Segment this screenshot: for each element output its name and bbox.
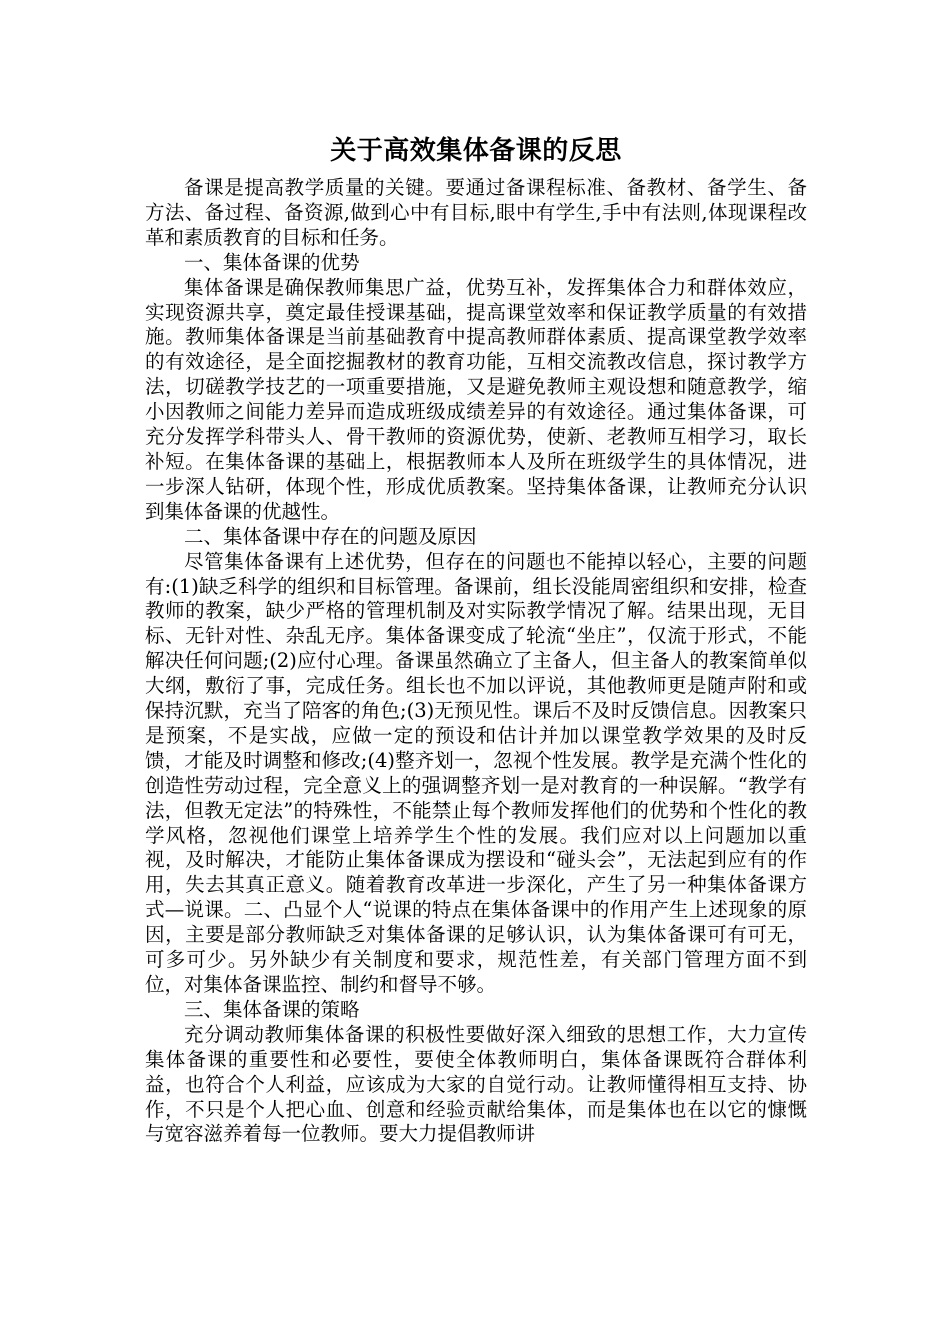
problems-paragraph: 尽管集体备课有上述优势，但存在的问题也不能掉以轻心，主要的问题有:(1)缺乏科学的组织和目标管理。备课前，组长没能周密组织和安排，检查教师的教案，缺少严格的管理机制及对实际教学情况了解。结果出现，无目标、无针对性、杂乱无序。集体备课变成了轮流“坐庄”，仅流于形式，不能解决任何问题;(2)应付心理。备课虽然确立了主备人，但主备人的教案简单似大纲，敷衍了事，完成任务。组长也不加以评说，其他教师更是随声附和或保持沉默，充当了陪客的角色;(3)无预见性。课后不及时反馈信息。因教案只是预案，不是实战，应做一定的预设和估计并加以课堂教学效果的及时反馈，才能及时调整和修改;(4)整齐划一，忽视个性发展。教学是充满个性化的创造性劳动过程，完全意义上的强调整齐划一是对教育的一种误解。“教学有法，但教无定法”的特殊性，不能禁止每个教师发挥他们的优势和个性化的教学风格，忽视他们课堂上培养学生个性的发展。我们应对以上问题加以重视，及时解决，才能防止集体备课成为摆设和“碰头会”，无法起到应有的作用，失去其真正意义。随着教育改革进一步深化，产生了另一种集体备课方式—说课。二、凸显个人“说课的特点在集体备课中的作用产生上述现象的原因，主要是部分教师缺乏对集体备课的足够认识，认为集体备课可有可无，可多可少。另外缺少有关制度和要求，规范性差，有关部门管理方面不到位，对集体备课监控、制约和督导不够。 (145, 549, 807, 996)
section-heading-advantages: 一、集体备课的优势 (184, 250, 360, 274)
section-heading-strategies: 三、集体备课的策略 (184, 997, 360, 1021)
strategies-paragraph: 充分调动教师集体备课的积极性要做好深入细致的思想工作，大力宣传集体备课的重要性和必要性，要使全体教师明白，集体备课既符合群体利益，也符合个人利益，应该成为大家的自觉行动。让教师懂得相互支持、协作，不只是个人把心血、创意和经验贡献给集体，而是集体也在以它的慷慨与宽容滋养着每一位教师。要大力提倡教师讲 (145, 1022, 807, 1146)
intro-paragraph: 备课是提高教学质量的关键。要通过备课程标准、备教材、备学生、备方法、备过程、备资源,做到心中有目标,眼中有学生,手中有法则,体现课程改革和素质教育的目标和任务。 (145, 176, 807, 249)
advantages-paragraph: 集体备课是确保教师集思广益，优势互补，发挥集体合力和群体效应，实现资源共享，奠定最佳授课基础，提高课堂效率和保证教学质量的有效措施。教师集体备课是当前基础教育中提高教师群体素质、提高课堂教学效率的有效途径，是全面挖掘教材的教育功能，互相交流教改信息，探讨教学方法，切磋教学技艺的一项重要措施，又是避免教师主观设想和随意教学，缩小因教师之间能力差异而造成班级成绩差异的有效途径。通过集体备课，可充分发挥学科带头人、骨干教师的资源优势，使新、老教师互相学习，取长补短。在集体备课的基础上，根据教师本人及所在班级学生的具体情况，进一步深人钻研，体现个性，形成优质教案。坚持集体备课，让教师充分认识到集体备课的优越性。 (145, 275, 807, 523)
section-heading-problems: 二、集体备课中存在的问题及原因 (184, 524, 477, 548)
document-body (145, 132, 807, 1147)
document-title: 关于高效集体备课的反思 (330, 136, 622, 166)
